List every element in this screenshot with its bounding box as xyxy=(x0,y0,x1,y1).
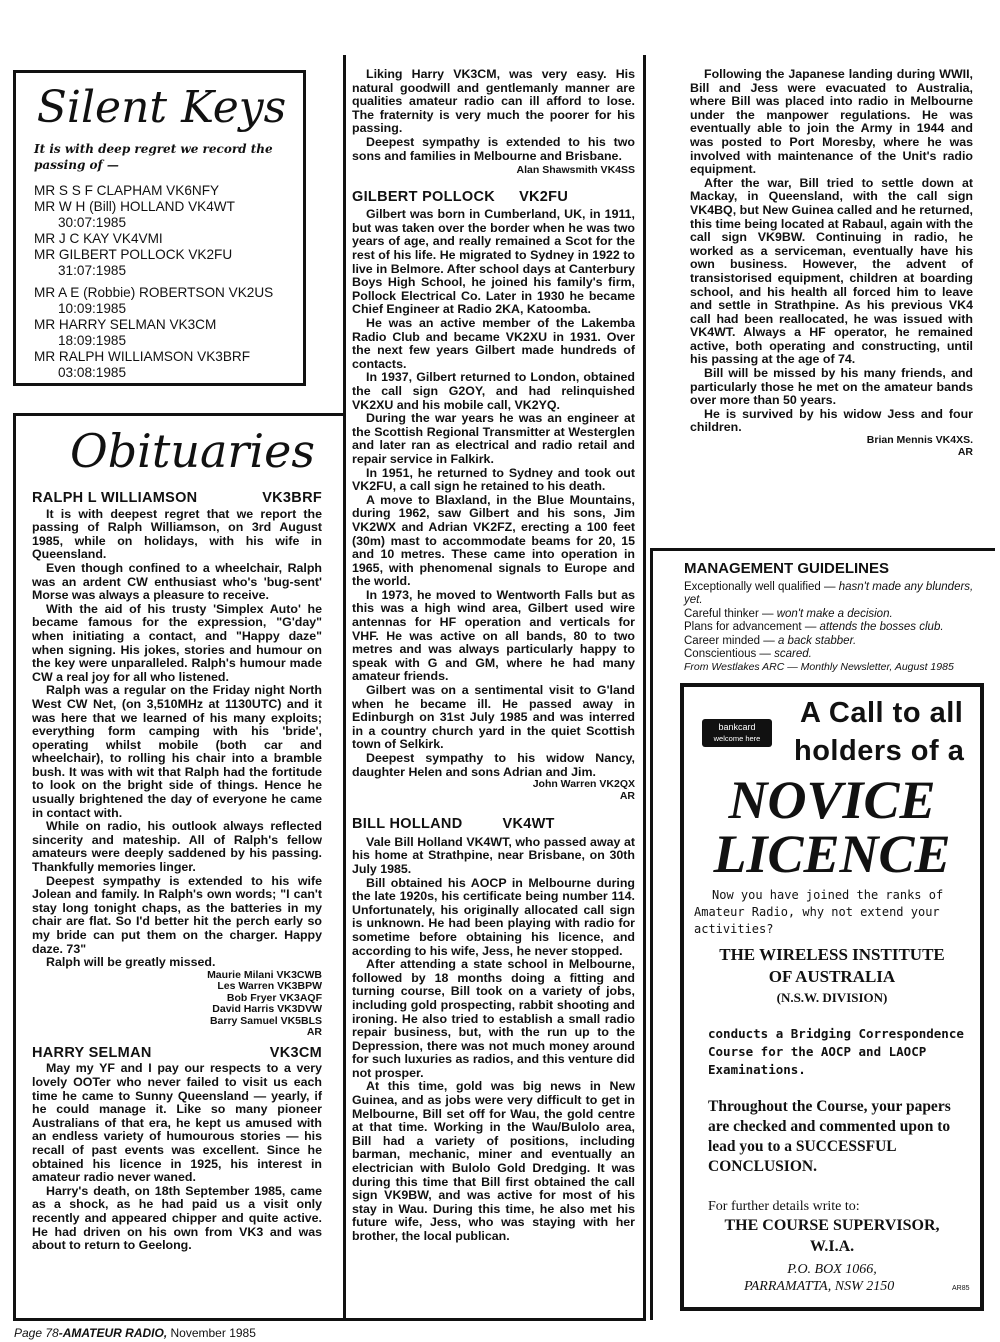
signature-line: Maurie Milani VK3CWB xyxy=(207,968,322,981)
management-meaning: won't make a decision. xyxy=(776,607,893,620)
harry-heading xyxy=(32,1044,322,1061)
management-line xyxy=(684,648,984,661)
ad-org-line-3: (N.S.W. DIVISION) xyxy=(776,990,888,1005)
paragraph: He is survived by his widow Jess and four children. xyxy=(690,406,973,435)
ad-lead-text: Now you have joined the ranks of Amateur Radio, why not extend your activities? xyxy=(694,888,944,936)
silent-key-entry: MR GILBERT POLLOCK VK2FU xyxy=(34,247,233,262)
middle-column-border xyxy=(643,55,646,1320)
bankcard-logo xyxy=(702,719,772,747)
signature-line: AR xyxy=(957,445,973,458)
management-line xyxy=(684,581,984,608)
silent-key-entry: 30:07:1985 xyxy=(58,215,127,230)
novice-licence-ad xyxy=(680,683,984,1311)
ralph-name: RALPH L WILLIAMSON xyxy=(32,490,198,506)
page-number: Page 78 xyxy=(14,1326,59,1340)
ralph-heading xyxy=(32,492,322,506)
left-column-top-border xyxy=(343,55,346,1320)
harry-text-part1 xyxy=(32,1062,322,1252)
signature-line: AR xyxy=(306,1026,322,1039)
paragraph: During the war years he was an engineer at the Scottish Regional Transmitter at Westerglen and later ran as electrical and radio retail and repair service in Falkirk. xyxy=(352,411,635,466)
paragraph: In 1951, he returned to Sydney and took out VK2FU, a call sign he retained to his death. xyxy=(352,465,635,494)
paragraph: With the aid of his trusty 'Simplex Auto' he became famous for the expression, "G'day" when initiating a contact, and "Happy daze" when signing. His jokes, stories and humour on the key were unparalleled. Ralph's humour made CW a real joy for all who listened. xyxy=(32,601,322,684)
management-label: Exceptionally well qualified — xyxy=(684,581,839,593)
management-label: Conscientious — xyxy=(684,648,775,661)
ad-org-line-2: OF AUSTRALIA xyxy=(768,967,896,986)
silent-key-entry: MR J C KAY VK4VMI xyxy=(34,231,163,246)
paragraph: Ralph will be greatly missed. xyxy=(46,955,216,970)
silent-keys-title: Silent Keys xyxy=(36,82,287,133)
ad-big-novice: NOVICE xyxy=(728,770,936,830)
management-guidelines xyxy=(684,560,984,675)
ad-org-line-1: THE WIRELESS INSTITUTE xyxy=(719,945,945,964)
bill-text-part1 xyxy=(352,836,635,1244)
paragraph: Ralph was a regular on the Friday night North West CW Net, (on 3,510MHz at 1130UTC) and it was here that we learned of his many exploits; everything form camping with his 'bride', operating whilst mobile (both car and wheelchair), to rolling his chair into a bramble bush. It was with wit that Ralph had the fortitude to look on the bright side of things. Hence he usually brightened the day of everyone he came in contact with. xyxy=(32,683,322,820)
silent-keys-list xyxy=(34,183,289,381)
ad-city: PARRAMATTA, NSW 2150 xyxy=(744,1279,895,1294)
paragraph: Vale Bill Holland VK4WT, who passed away at his home at Strathpine, near Brisbane, on 30th July 1985. xyxy=(352,834,635,876)
management-line xyxy=(684,621,984,634)
ad-big-licence: LICENCE xyxy=(713,824,951,884)
silent-key-entry: MR A E (Robbie) ROBERTSON VK2US xyxy=(34,285,274,300)
paragraph: Even though confined to a wheelchair, Ralph was an ardent CW enthusiast who's 'bug-sent' Morse was always a pleasure to receive. xyxy=(32,560,322,603)
bankcard-name: bankcard xyxy=(718,722,756,732)
paragraph: It is with deepest regret that we report the passing of Ralph Williamson, on 3rd August 1985, while on holidays, with his wife in Queensland. xyxy=(32,506,322,562)
page-footer xyxy=(14,1326,256,1340)
paragraph: He was an active member of the Lakemba Radio Club and became VK2XU in 1931. Over the next few years Gilbert made hundreds of contacts. xyxy=(352,316,635,371)
magazine-name: -AMATEUR RADIO, xyxy=(58,1326,168,1340)
silent-keys-box xyxy=(13,70,306,386)
ad-supervisor-line-2: W.I.A. xyxy=(809,1238,855,1255)
harry-name: HARRY SELMAN xyxy=(32,1044,152,1061)
management-meaning: scared. xyxy=(774,648,812,661)
management-label: Career minded — xyxy=(684,634,778,647)
ralph-call: VK3BRF xyxy=(262,490,322,506)
paragraph: Following the Japanese landing during WWII, Bill and Jess were evacuated to Australia, where Bill was placed into radio in Melbourne under the manpower regulations. He was eventually able to join the Army in 1944 and was posted to Port Moresby, where he was involved with maintenance of the Unit's radio equipment. xyxy=(690,67,973,177)
bill-text-part2 xyxy=(690,68,973,435)
paragraph: Bill obtained his AOCP in Melbourne during the late 1920s, his certificate being number 114. Unfortunately, his originally allocated call sign is unknown. He had been playing with radio for sometime before obtaining his licence, and according to his wife, Jess, he never stopped. xyxy=(352,875,635,958)
issue-date: November 1985 xyxy=(170,1326,256,1340)
paragraph: After the war, Bill tried to settle down at Mackay, in Queensland, with the call sign VK4BQ, but New Guinea called and he returned, this time being located at Rabaul, again with the call sign VK9BW. Continuing in radio, he worked as a serviceman, eventually have his own business. However, the advent of transistorised equipment, children at boarding school, and his health all forced him to leave and settle in Strathpine. As his previous VK4 call had been reallocated, he was issued with VK4WT. Always a HF operator, he remained active, both operating and constructing, until his passing at the age of 74. xyxy=(690,175,973,367)
management-label: Careful thinker — xyxy=(684,607,777,620)
gilbert-text xyxy=(352,208,635,779)
paragraph: A move to Blaxland, in the Blue Mountains, during 1962, saw Gilbert and his sons, Jim VK2WX and Adrian VK2FZ, erecting a 100 feet (30m) mast to accommodate beams for 20, 15 and 10 metres. These came into operation in 1965, with phenomenal signals to Europe and the world. xyxy=(352,492,635,589)
management-meaning: a back stabber. xyxy=(777,634,857,647)
bill-call: VK4WT xyxy=(502,816,555,833)
ad-supervisor-line-1: THE COURSE SUPERVISOR, xyxy=(724,1217,940,1234)
bottom-border xyxy=(13,1318,646,1321)
signature-line: John Warren VK2QX xyxy=(532,778,635,791)
signature-line: Barry Samuel VK5BLS xyxy=(209,1014,322,1027)
silent-key-entry: 31:07:1985 xyxy=(58,263,127,278)
ad-throughout-text: Throughout the Course, your papers are checked and commented upon to lead you to a SUCCESSFUL CONCLUSION. xyxy=(708,1098,951,1175)
paragraph: In 1937, Gilbert returned to London, obtained the call sign G2OY, and had relinquished VK2XU and his mobile call, VK2YQ. xyxy=(352,370,635,412)
silent-key-entry: 18:09:1985 xyxy=(58,333,127,348)
paragraph: Gilbert was on a sentimental visit to G'land when he became ill. He passed away in Edinburgh on 31st July 1985 and was interred in a country church yard in the quiet Scottish town of Selkirk. xyxy=(352,683,635,752)
obituaries-title: Obituaries xyxy=(70,424,315,478)
gilbert-heading xyxy=(352,188,635,205)
silent-keys-intro: It is with deep regret we record the passing of — xyxy=(34,142,273,172)
gilbert-name: GILBERT POLLOCK xyxy=(352,188,496,205)
signature-line: AR xyxy=(619,789,635,802)
paragraph: Gilbert was born in Cumberland, UK, in 1911, but was taken over the border when he was two years of age, and really remained a Scot for the rest of his life. He migrated to Sydney in 1922 to live in Belmore. After school days at Canterbury Boys High School, he joined his family's firm, Pollock Electrical Co. Later in 1930 he became Chief Engineer at Radio 2KA, Katoomba. xyxy=(352,207,635,317)
signature-line: Brian Mennis VK4XS. xyxy=(866,434,973,447)
silent-key-entry: 03:08:1985 xyxy=(58,365,127,380)
ad-headline-1: A Call to all xyxy=(800,697,964,729)
management-meaning: hasn't made any blunders, yet. xyxy=(684,581,974,607)
obituary-column-middle xyxy=(352,68,635,1244)
management-label: Plans for advancement — xyxy=(684,621,820,634)
management-source: From Westlakes ARC — Monthly Newsletter, August 1985 xyxy=(684,661,954,674)
paragraph: Bill will be missed by his many friends, and particularly those he met on the amateur bands over more than 50 years. xyxy=(690,366,973,408)
bill-name: BILL HOLLAND xyxy=(352,816,463,833)
management-lines xyxy=(684,581,984,661)
management-line xyxy=(684,608,984,621)
ad-po-box: P.O. BOX 1066, xyxy=(787,1262,877,1277)
signature-line: Les Warren VK3BPW xyxy=(217,980,322,993)
ralph-signatures xyxy=(32,970,322,1039)
ad-headline-2: holders of a xyxy=(794,735,965,767)
ralph-text xyxy=(32,508,322,970)
management-line xyxy=(684,635,984,648)
obituary-column-right xyxy=(690,68,973,458)
harry-text-part2 xyxy=(352,68,635,163)
ad-code: AR85 xyxy=(952,1285,970,1292)
silent-key-entry: MR RALPH WILLIAMSON VK3BRF xyxy=(34,349,251,364)
ad-details-text: For further details write to: xyxy=(708,1199,860,1214)
bankcard-tagline: welcome here xyxy=(713,734,761,743)
silent-key-entry: MR HARRY SELMAN VK3CM xyxy=(34,317,217,332)
paragraph: Liking Harry VK3CM, was very easy. His natural goodwill and gentlemanly manner are qualities amateur radio can ill afford to lose. The fraternity is very much the poorer for his passing. xyxy=(352,67,635,136)
harry-call: VK3CM xyxy=(269,1044,322,1061)
signature-line: Bob Fryer VK3AQF xyxy=(226,991,322,1004)
silent-key-entry: MR W H (Bill) HOLLAND VK4WT xyxy=(34,199,235,214)
paragraph: At this time, gold was big news in New Guinea, and as jobs were very difficult to get in Melbourne, Bill set off for Wau, the gold centre at that time. Working in the Wau/Bulolo area, Bill had a variety of positions, including barman, mechanic, miner and eventually an electrician with Bulolo Gold Dredging. It was during this time that Bill first obtained the call sign VK9BW, and was active for most of his stay in Wau. During this time, he also met his future wife, Jess, who was staying with her brother, the local publican. xyxy=(352,1079,635,1243)
paragraph: Deepest sympathy to his widow Nancy, daughter Helen and sons Adrian and Jim. xyxy=(352,751,635,779)
obituary-column-left xyxy=(32,490,322,1253)
ad-conducts-text: conducts a Bridging Correspondence Course for the AOCP and LAOCP Examinations. xyxy=(708,1026,964,1077)
paragraph: Deepest sympathy is extended to his wife Jolean and family. In Ralph's own words; "I can't stay long tonight chaps, as the batteries in my chair are flat. So I'd better hit the perch early so my bride can put them on the charger. Happy daze. 73" xyxy=(32,873,322,956)
gilbert-call: VK2FU xyxy=(519,188,569,205)
gilbert-signatures xyxy=(352,779,635,802)
silent-key-entry: MR S S F CLAPHAM VK6NFY xyxy=(34,183,220,198)
paragraph: Deepest sympathy is extended to his two sons and families in Melbourne and Brisbane. xyxy=(352,134,635,163)
management-meaning: attends the bosses club. xyxy=(819,621,944,634)
paragraph: May my YF and I pay our respects to a very lovely OOTer who never failed to visit us each time he came to Sunny Queensland — yearly, if he could manage it. Like so many pioneer Australians of that era, he kept us amused with an endless variety of humourous stories — his recall of past events was excellent. Since he obtained his licence in 1925, his interest in amateur radio never waned. xyxy=(32,1061,322,1185)
bill-heading xyxy=(352,818,635,832)
management-title: MANAGEMENT GUIDELINES xyxy=(684,560,890,577)
paragraph: After attending a state school in Melbourne, followed by 18 months doing a fitting and turning course, Bill took on a variety of jobs, including gold prospecting, rabbit shooting and ironing. He also tried to establish a small radio repair business, but, with the run up to the Depression, there was not much money around for such luxuries as radios, and this venture did not prosper. xyxy=(352,957,635,1080)
paragraph: In 1973, he moved to Wentworth Falls but as this was a high wind area, Gilbert used wire antennas for HF operation and verticals for VHF. He was active on all bands, 80 to two metres and was always particularly happy to speak with G and GM, where he had many amateur friends. xyxy=(352,587,635,684)
paragraph: Harry's death, on 18th September 1985, came as a shock, as he had paid us a visit only recently and appeared chipper and quite active. He had driven on his own from VK3 and was about to return to Geelong. xyxy=(32,1183,322,1253)
harry-signature: Alan Shawsmith VK4SS xyxy=(516,164,635,177)
bill-signatures xyxy=(690,435,973,458)
silent-key-entry: 10:09:1985 xyxy=(58,301,127,316)
signature-line: David Harris VK3DVW xyxy=(212,1003,322,1016)
paragraph: While on radio, his outlook always reflected sincerity and mateship. All of Ralph's fellow amateurs were deeply saddened by his passing. Thankfully memories linger. xyxy=(32,819,322,875)
